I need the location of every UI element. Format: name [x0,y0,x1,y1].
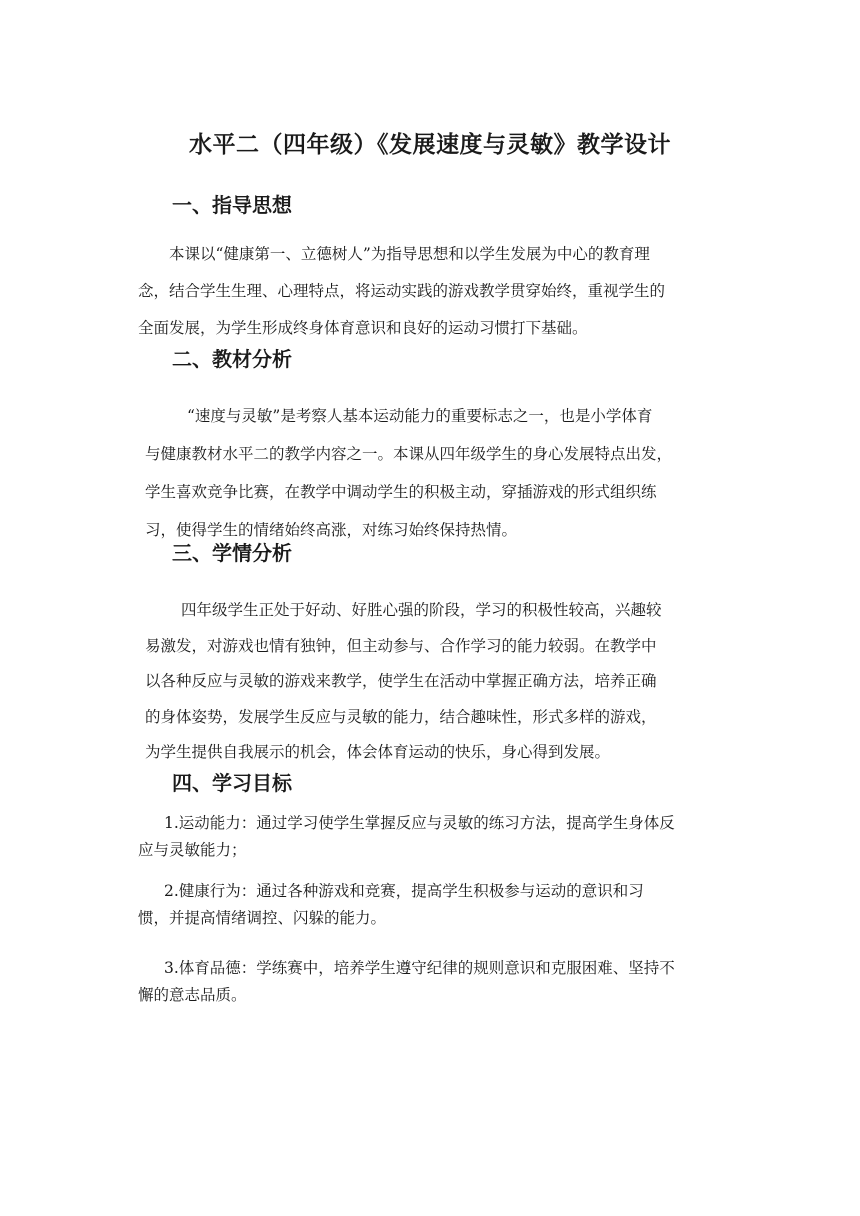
section-heading-material-analysis: 二、教材分析 [172,347,292,371]
paragraph-line: 应与灵敏能力； [138,841,247,859]
paragraph-line: 1.运动能力：通过学习使学生掌握反应与灵敏的练习方法，提高学生身体反 [164,814,675,832]
paragraph-line: 本课以“健康第一、立德树人”为指导思想和以学生发展为中心的教育理 [169,245,650,263]
paragraph-line: 的身体姿势，发展学生反应与灵敏的能力，结合趣味性，形式多样的游戏， [145,707,657,726]
section-heading-guiding-ideology: 一、指导思想 [172,193,292,217]
paragraph-line: 全面发展，为学生形成终身体育意识和良好的运动习惯打下基础。 [138,319,588,337]
paragraph-line: “速度与灵敏”是考察人基本运动能力的重要标志之一，也是小学体育 [187,407,653,425]
paragraph-line: 四年级学生正处于好动、好胜心强的阶段，学习的积极性较高，兴趣较 [181,601,662,619]
paragraph-line: 为学生提供自我展示的机会，体会体育运动的快乐，身心得到发展。 [145,743,611,761]
paragraph-line: 懈的意志品质。 [138,986,247,1004]
learning-goal-health-behavior [138,878,644,932]
learning-goal-motor-ability [138,810,675,864]
section-heading-learner-analysis: 三、学情分析 [172,541,292,565]
paragraph-line: 以各种反应与灵敏的游戏来教学，使学生在活动中掌握正确方法，培养正确 [145,672,657,690]
paragraph-line: 与健康教材水平二的教学内容之一。本课从四年级学生的身心发展特点出发， [145,445,673,463]
section-paragraph-material-analysis [145,397,672,549]
paragraph-line: 3.体育品德：学练赛中，培养学生遵守纪律的规则意识和克服困难、坚持不 [164,959,675,977]
section-paragraph-guiding-ideology [138,236,665,347]
document-title: 水平二（四年级）《发展速度与灵敏》教学设计 [189,132,671,158]
paragraph-line: 学生喜欢竞争比赛，在教学中调动学生的积极主动，穿插游戏的形式组织练 [145,483,657,501]
paragraph-line: 惯，并提高情绪调控、闪躲的能力。 [138,909,387,927]
paragraph-line: 习，使得学生的情绪始终高涨，对练习始终保持热情。 [145,521,518,539]
section-heading-learning-goals: 四、学习目标 [172,771,292,795]
section-paragraph-learner-analysis [145,593,662,771]
paragraph-line: 2.健康行为：通过各种游戏和竞赛，提高学生积极参与运动的意识和习 [164,882,644,900]
learning-goal-sports-ethics [138,955,675,1009]
paragraph-line: 易激发，对游戏也情有独钟，但主动参与、合作学习的能力较弱。在教学中 [145,636,657,655]
paragraph-line: 念，结合学生生理、心理特点，将运动实践的游戏教学贯穿始终，重视学生的 [138,282,666,300]
